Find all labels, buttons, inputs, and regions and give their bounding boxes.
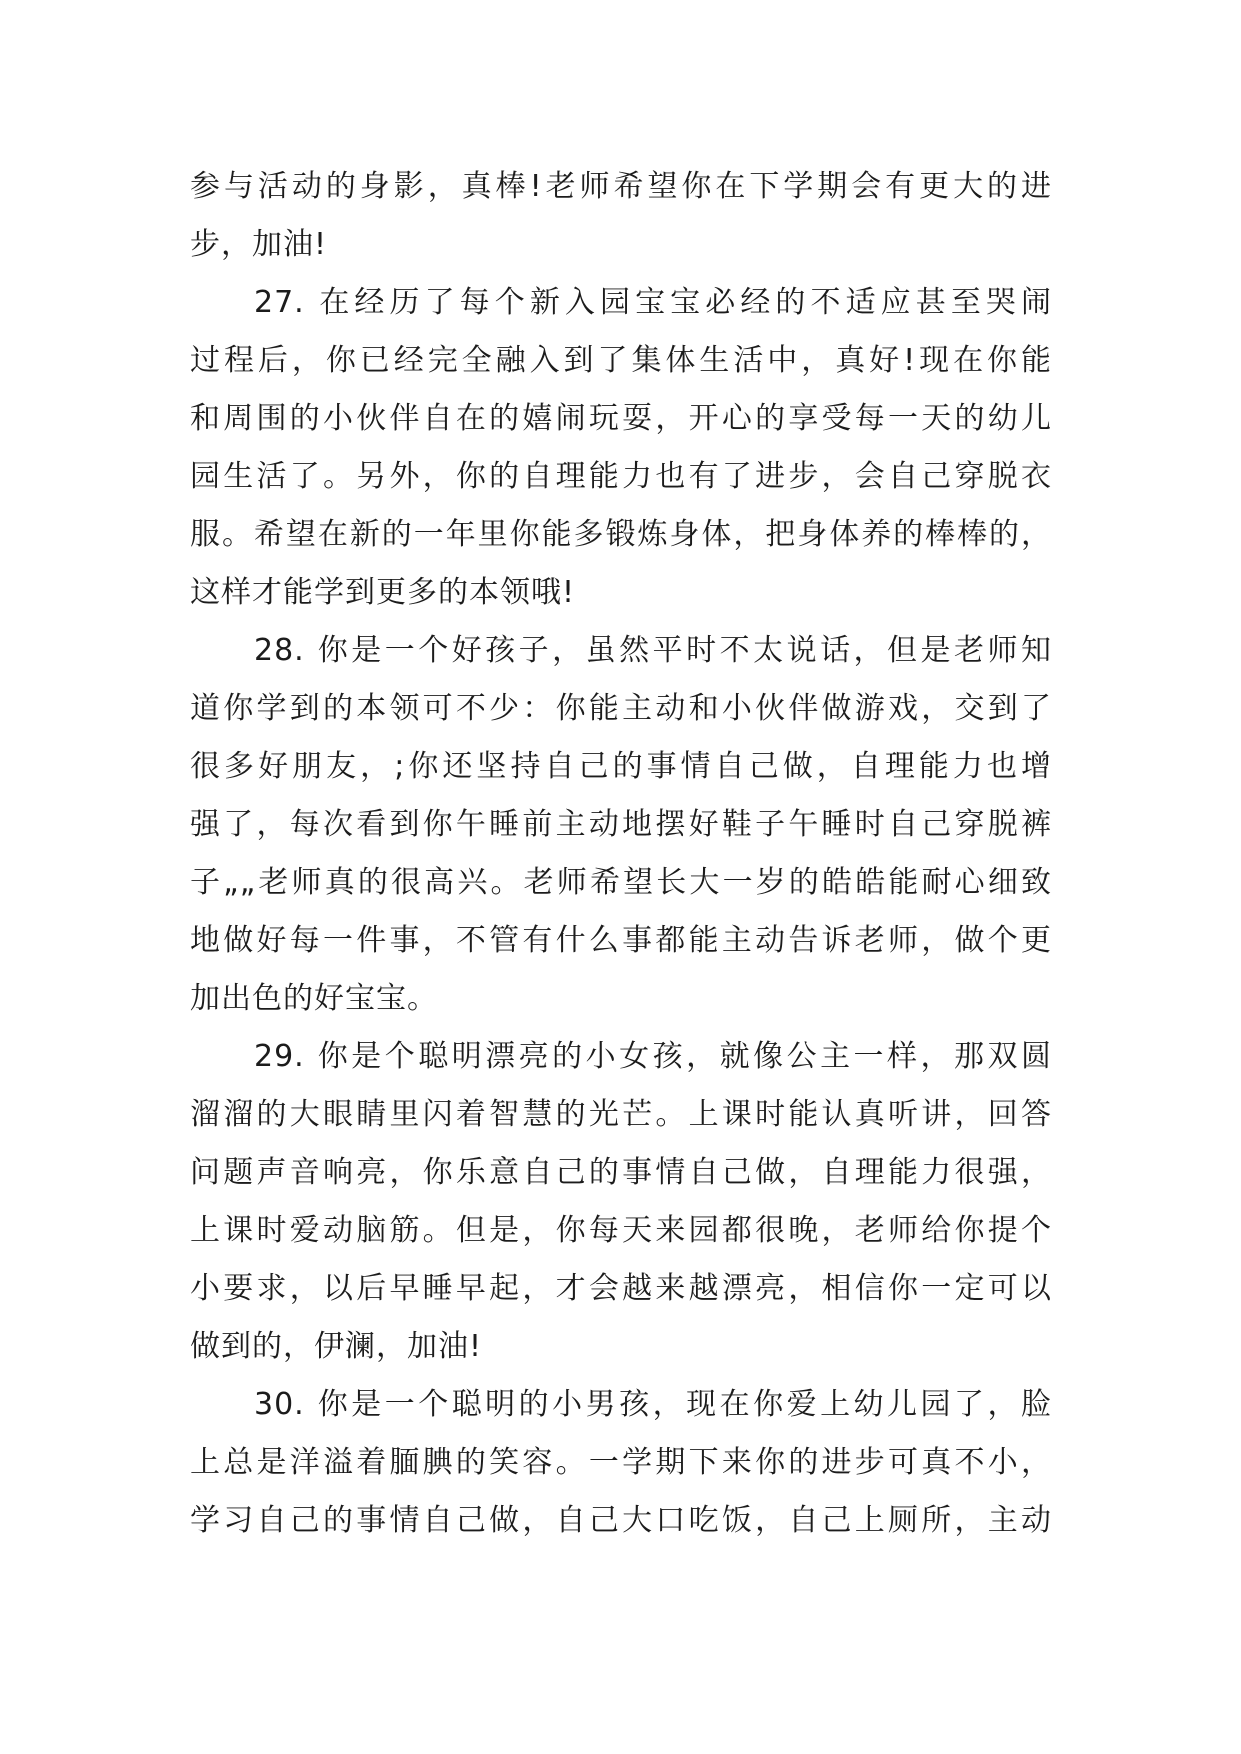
text-line: 园生活了。另外，你的自理能力也有了进步，会自己穿脱衣 [190,459,1052,494]
document-body [190,158,1052,1550]
text-line: 这样才能学到更多的本领哦! [190,575,576,610]
paragraph-29 [190,1028,1052,1376]
paragraph-28 [190,622,1052,1028]
text-line: 地做好每一件事，不管有什么事都能主动告诉老师，做个更 [190,923,1052,958]
text-line: 强了，每次看到你午睡前主动地摆好鞋子午睡时自己穿脱裤 [190,807,1052,842]
text-line: 问题声音响亮，你乐意自己的事情自己做，自理能力很强， [190,1155,1052,1190]
text-line: 29. 你是个聪明漂亮的小女孩，就像公主一样，那双圆 [254,1039,1052,1074]
text-line: 服。希望在新的一年里你能多锻炼身体，把身体养的棒棒的， [190,517,1052,552]
paragraph-30 [190,1376,1052,1550]
text-line: 上课时爱动脑筋。但是，你每天来园都很晚，老师给你提个 [190,1213,1052,1248]
paragraph-27 [190,274,1052,622]
text-line: 很多好朋友，;你还坚持自己的事情自己做，自理能力也增 [190,749,1052,784]
text-line: 道你学到的本领可不少：你能主动和小伙伴做游戏，交到了 [190,691,1052,726]
text-line: 和周围的小伙伴自在的嬉闹玩耍，开心的享受每一天的幼儿 [190,401,1052,436]
text-line: 上总是洋溢着腼腆的笑容。一学期下来你的进步可真不小， [190,1445,1052,1480]
text-line: 溜溜的大眼睛里闪着智慧的光芒。上课时能认真听讲，回答 [190,1097,1052,1132]
text-line: 做到的，伊澜，加油! [190,1329,483,1364]
text-line: 子„„老师真的很高兴。老师希望长大一岁的皓皓能耐心细致 [190,865,1052,900]
text-line: 小要求，以后早睡早起，才会越来越漂亮，相信你一定可以 [190,1271,1052,1306]
text-line: 参与活动的身影，真棒!老师希望你在下学期会有更大的进 [190,169,1052,204]
text-line: 28. 你是一个好孩子，虽然平时不太说话，但是老师知 [254,633,1052,668]
text-line: 步，加油! [190,227,328,262]
text-line: 过程后，你已经完全融入到了集体生活中，真好!现在你能 [190,343,1052,378]
paragraph-26-continuation [190,158,1052,274]
text-line: 学习自己的事情自己做，自己大口吃饭，自己上厕所，主动 [190,1503,1052,1538]
text-line: 加出色的好宝宝。 [190,981,438,1016]
text-line: 27. 在经历了每个新入园宝宝必经的不适应甚至哭闹 [254,285,1052,320]
text-line: 30. 你是一个聪明的小男孩，现在你爱上幼儿园了，脸 [254,1387,1052,1422]
